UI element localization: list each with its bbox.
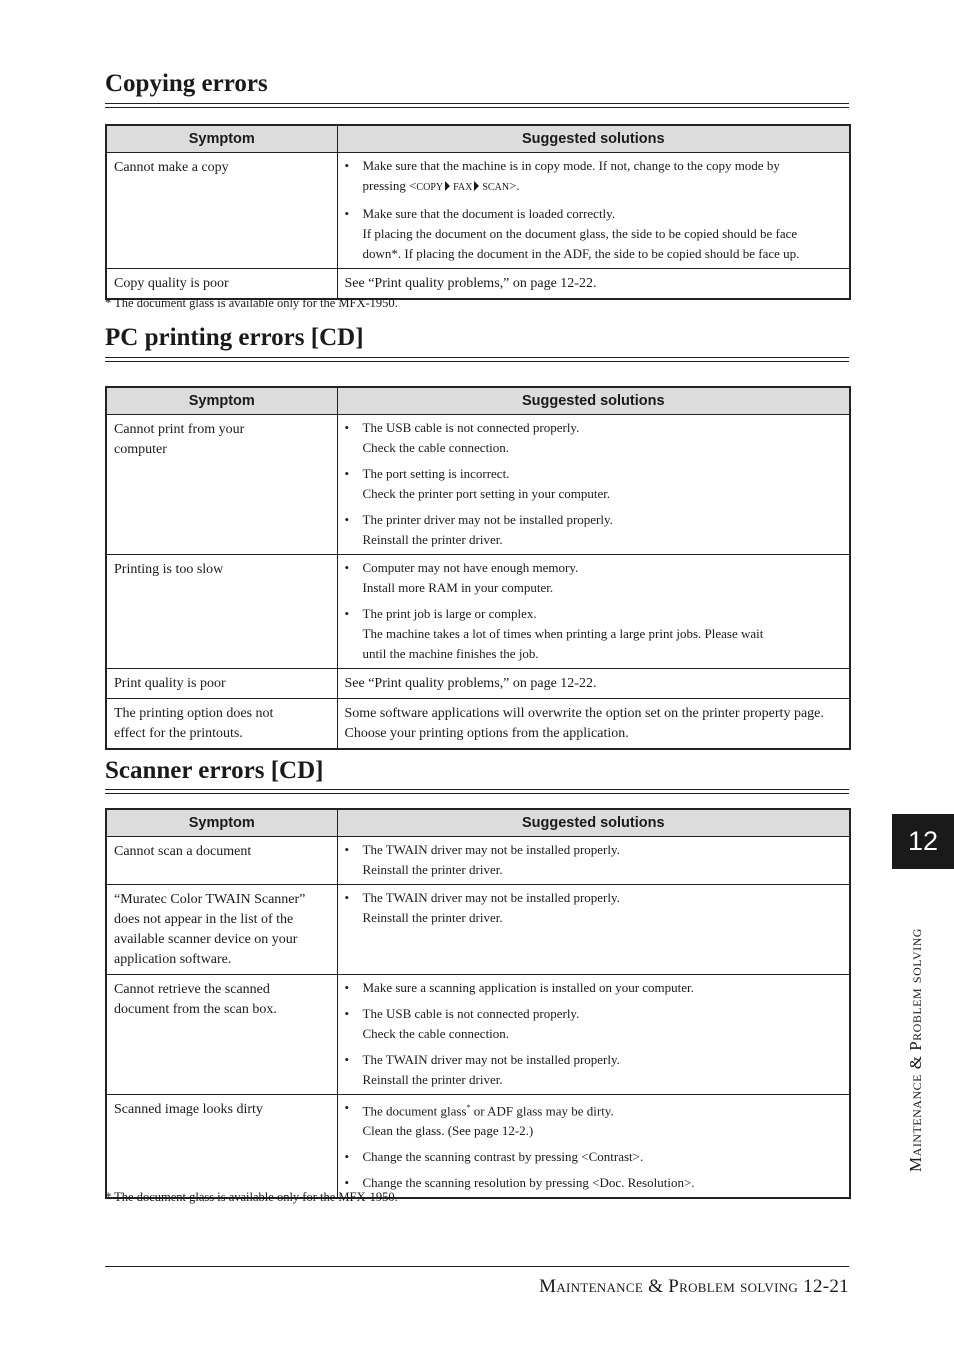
solutions-list [345,840,844,880]
symptom-cell: Cannot scan a document [106,837,337,885]
solution-item: • Change the scanning contrast by pressing <Contrast>. [344,1149,644,1165]
symptom-cell: Cannot make a copy [106,153,337,269]
solution-item: • Make sure that the machine is in copy mode. If not, change to the copy mode by pressing <COPY FAX SCAN>. [344,158,780,193]
copy-key-label: COPY [416,182,444,193]
chapter-tab: 12 [892,814,954,869]
solution-item: • The TWAIN driver may not be installed properly. Reinstall the printer driver. [344,842,620,877]
table-row [106,669,850,699]
table-header-row [106,809,850,837]
symptom-cell: Copy quality is poor [106,269,337,300]
footnote-marker: * [466,1103,471,1112]
triangle-right-icon [445,181,450,191]
symptom-cell: “Muratec Color TWAIN Scanner” does not appear in the list of the available scanner device on your application software. [106,885,337,975]
symptom-cell: Cannot retrieve the scanned document from the scan box. [106,975,337,1095]
solution-item: • The printer driver may not be installed properly. Reinstall the printer driver. [344,512,613,547]
page-footer: Maintenance & Problem solving 12-21 [539,1276,849,1297]
symptom-cell: Print quality is poor [106,669,337,699]
solutions-cell [337,555,850,669]
fax-key-label: FAX [453,182,473,193]
table-row [106,153,850,269]
solutions-cell [337,153,850,269]
section-rule [105,357,849,362]
solution-item: • The document glass* or ADF glass may be dirty. Clean the glass. (See page 12-2.) [344,1100,614,1139]
solutions-header: Suggested solutions [337,387,850,415]
section-rule [105,789,849,794]
solutions-list [345,418,844,550]
table-row [106,269,850,300]
solutions-cell [337,415,850,555]
footer-rule [105,1266,849,1267]
table-row [106,1095,850,1199]
triangle-right-icon [474,181,479,191]
solution-item: • Make sure that the document is loaded correctly. If placing the document on the document glass, the side to be copied should be face down*. If placing the document in the ADF, the side to be copied should be face up. [344,206,800,261]
table-row [106,699,850,750]
solution-item: • The print job is large or complex. The machine takes a lot of times when printing a large print jobs. Please wait until the machine finishes the job. [344,606,764,661]
table-header-row [106,387,850,415]
solutions-list [345,978,844,1090]
solution-item: • The USB cable is not connected properly. Check the cable connection. [344,420,580,455]
solutions-cell: Some software applications will overwrite the option set on the printer property page. Choose your printing options from the application. [337,699,850,750]
pc-printing-errors-table [105,386,851,750]
section-title-pc-printing-errors: PC printing errors [CD] [105,324,364,351]
table-row [106,837,850,885]
solution-item: • The TWAIN driver may not be installed properly. Reinstall the printer driver. [344,1052,620,1087]
solutions-cell: See “Print quality problems,” on page 12-22. [337,669,850,699]
solution-item: • The USB cable is not connected properly. Check the cable connection. [344,1006,580,1041]
symptom-cell: The printing option does not effect for the printouts. [106,699,337,750]
solution-item: • The TWAIN driver may not be installed properly. Reinstall the printer driver. [344,890,620,925]
solution-item: • Change the scanning resolution by pressing <Doc. Resolution>. [344,1175,695,1191]
footnote: * The document glass is available only for the MFX-1950. [105,1190,398,1204]
solutions-cell [337,1095,850,1199]
table-row [106,885,850,975]
solutions-list [345,1098,844,1193]
solutions-list [345,888,844,928]
solution-item: • The port setting is incorrect. Check the printer port setting in your computer. [344,466,611,501]
table-row [106,415,850,555]
section-title-copying-errors: Copying errors [105,70,268,97]
section-rule [105,103,849,108]
solutions-cell [337,837,850,885]
symptom-cell: Printing is too slow [106,555,337,669]
section-title-scanner-errors: Scanner errors [CD] [105,757,324,784]
solutions-header: Suggested solutions [337,125,850,153]
footnote: * The document glass is available only for the MFX-1950. [105,296,398,310]
scanner-errors-table [105,808,851,1199]
solutions-cell: See “Print quality problems,” on page 12-22. [337,269,850,300]
solutions-list [345,156,844,264]
table-row [106,975,850,1095]
solution-item: • Computer may not have enough memory. Install more RAM in your computer. [344,560,579,595]
table-header-row [106,125,850,153]
symptom-header: Symptom [106,809,337,837]
chapter-side-label: Maintenance & Problem solving [906,928,925,1172]
table-row [106,555,850,669]
symptom-header: Symptom [106,387,337,415]
scan-key-label: SCAN [482,182,510,193]
solutions-cell [337,975,850,1095]
symptom-cell: Cannot print from your computer [106,415,337,555]
symptom-cell: Scanned image looks dirty [106,1095,337,1199]
solutions-header: Suggested solutions [337,809,850,837]
copying-errors-table [105,124,851,300]
solutions-cell [337,885,850,975]
symptom-header: Symptom [106,125,337,153]
solutions-list [345,558,844,664]
solution-item: • Make sure a scanning application is installed on your computer. [344,980,694,995]
